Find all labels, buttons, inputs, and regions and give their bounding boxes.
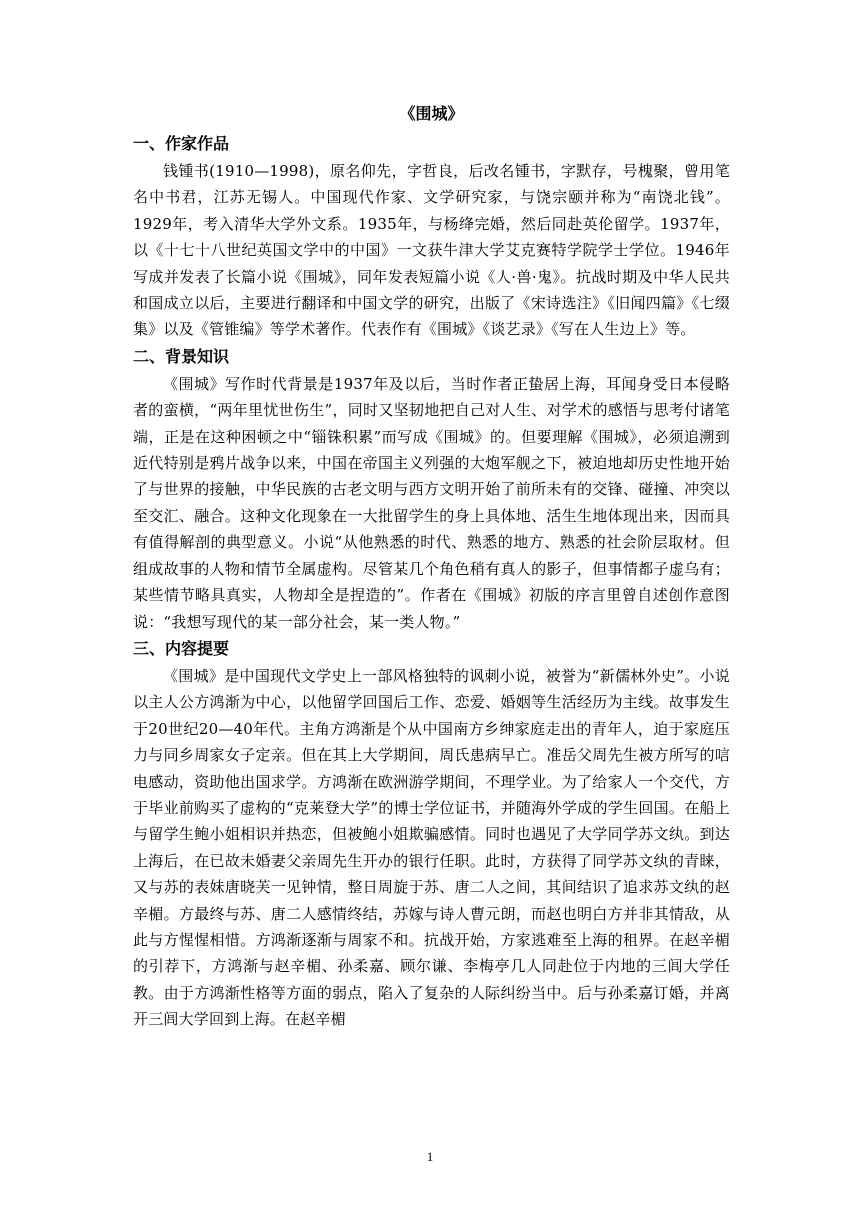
section-summary: [133, 635, 730, 1033]
section-heading: 二、背景知识: [133, 346, 230, 366]
section-author-works: [133, 130, 730, 343]
page-number: 1: [426, 1149, 434, 1164]
section-paragraph: 《围城》是中国现代文学史上一部风格独特的讽刺小说，被誉为“新儒林外史”。小说以主人公方鸿渐为中心，以他留学回国后工作、恋爱、婚姻等生活经历为主线。故事发生于20世纪20—40年代。主角方鸿渐是个从中国南方乡绅家庭走出的青年人，迫于家庭压力与同乡周家女子定亲。但在其上大学期间，周氏患病早亡。准岳父周先生被方所写的唁电感动，资助他出国求学。方鸿渐在欧洲游学期间，不理学业。为了给家人一个交代，方于毕业前购买了虚构的“克莱登大学”的博士学位证书，并随海外学成的学生回国。在船上与留学生鲍小姐相识并热恋，但被鲍小姐欺骗感情。同时也遇见了大学同学苏文纨。到达上海后，在已故未婚妻父亲周先生开办的银行任职。此时，方获得了同学苏文纨的青睐，又与苏的表妹唐晓芙一见钟情，整日周旋于苏、唐二人之间，其间结识了追求苏文纨的赵辛楣。方最终与苏、唐二人感情终结，苏嫁与诗人曹元朗，而赵也明白方并非其情敌，从此与方惺惺相惜。方鸿渐逐渐与周家不和。抗战开始，方家逃难至上海的租界。在赵辛楣的引荐下，方鸿渐与赵辛楣、孙柔嘉、顾尔谦、李梅亭几人同赴位于内地的三闾大学任教。由于方鸿渐性格等方面的弱点，陷入了复杂的人际纠纷当中。后与孙柔嘉订婚，并离开三闾大学回到上海。在赵辛楣: [133, 666, 730, 1029]
section-background: [133, 343, 730, 635]
section-paragraph: 《围城》写作时代背景是1937年及以后，当时作者正蛰居上海，耳闻身受日本侵略者的蛮横，“两年里忧世伤生”，同时又坚韧地把自己对人生、对学术的感悟与思考付诸笔端，正是在这种困顿之中“锱铢积累”而写成《围城》的。但要理解《围城》，必须追溯到近代特别是鸦片战争以来，中国在帝国主义列强的大炮军舰之下，被迫地却历史性地开始了与世界的接触，中华民族的古老文明与西方文明开始了前所未有的交锋、碰撞、冲突以至交汇、融合。这种文化现象在一大批留学生的身上具体地、活生生地体现出来，因而具有值得解剖的典型意义。小说“从他熟悉的时代、熟悉的地方、熟悉的社会阶层取材。但组成故事的人物和情节全属虚构。尽管某几个角色稍有真人的影子，但事情都子虚乌有；某些情节略具真实，人物却全是捏造的”。作者在《围城》初版的序言里曾自述创作意图说：“我想写现代的某一部分社会，某一类人物。”: [133, 374, 730, 631]
document-title: 《围城》: [399, 104, 464, 123]
section-heading: 一、作家作品: [133, 134, 230, 153]
document-page: [133, 98, 730, 1033]
section-paragraph: 钱锺书(1910—1998)，原名仰先，字哲良，后改名锺书，字默存，号槐聚，曾用笔名中书君，江苏无锡人。中国现代作家、文学研究家，与饶宗颐并称为“南饶北钱”。1929年，考入清华大学外文系。1935年，与杨绛完婚，然后同赴英伦留学。1937年，以《十七十八世纪英国文学中的中国》一文获牛津大学艾克赛特学院学士学位。1946年写成并发表了长篇小说《围城》，同年发表短篇小说《人·兽·鬼》。抗战时期及中华人民共和国成立以后，主要进行翻译和中国文学的研究，出版了《宋诗选注》《旧闻四篇》《七缀集》以及《管锥编》等学术著作。代表作有《围城》《谈艺录》《写在人生边上》等。: [133, 162, 730, 339]
section-heading: 三、内容提要: [133, 638, 230, 658]
